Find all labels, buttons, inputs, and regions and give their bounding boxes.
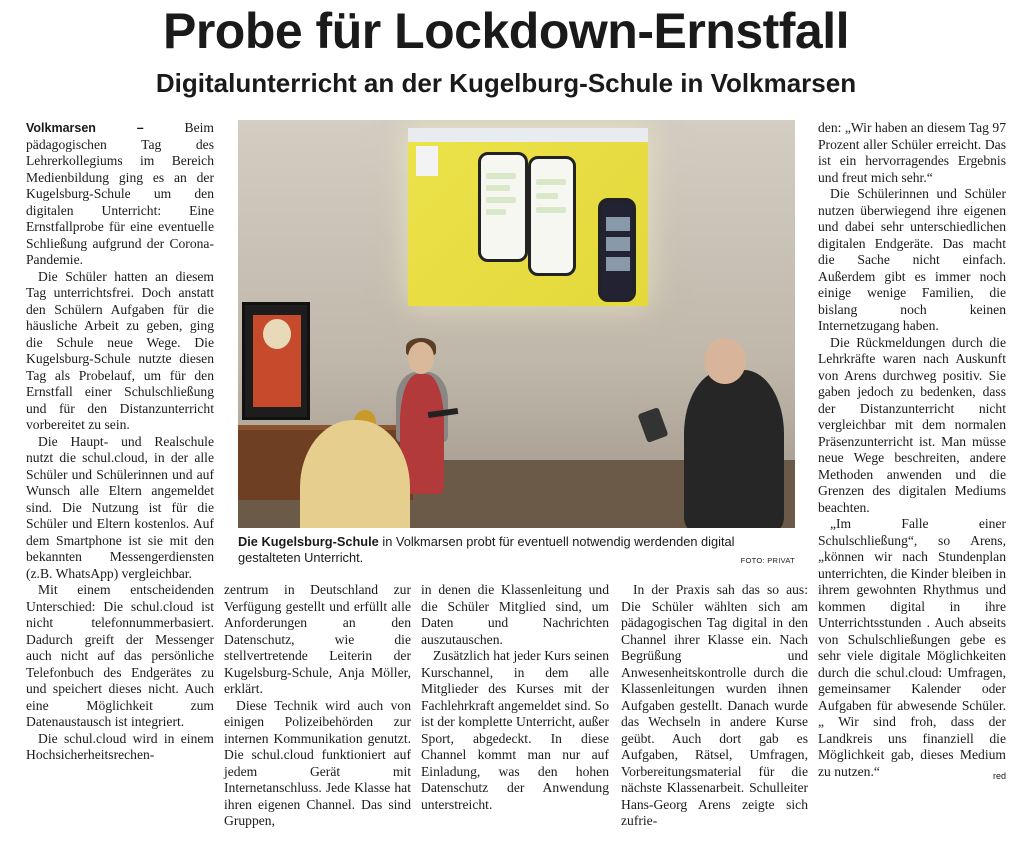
author-tag: red [992,770,1006,781]
projected-screen [408,128,648,306]
photo-credit: FOTO: PRIVAT [740,556,795,565]
paragraph: Die Haupt- und Realschule nutzt die schul.cloud, in der alle Schüler und Schülerinnen und auf Wunsch alle Eltern angemeldet sind. Die Nutzung ist für die Schüler und Eltern kostenlos. Auf dem Smartphone ist sie mit den bekannten Messengerdiensten (z.B. WhatsApp) vergleichbar. [26,433,214,581]
paragraph: den: „Wir haben an diesem Tag 97 Prozent aller Schüler erreicht. Das ist ein hervorragendes Ergebnis und freut mich sehr.“ [818,120,1006,185]
paragraph: Die Schüler hatten an diesem Tag unterrichtsfrei. Doch anstatt den Schülern Aufgaben für die häusliche Arbeit zu geben, ging die Schule neue Wege. Die Kugelsburg-Schule nutzte diesen Tag als Probelauf, um für den Ernstfall einer Schulschließung und für den Distanzunterricht vorbereitet zu sein. [26,268,214,432]
caption-bold: Die Kugelsburg-Schule [238,534,379,549]
article-column-1 [26,120,214,764]
paragraph: „Im Falle einer Schulschließung“, so Arens, „können wir nach Stundenplan unterrichten, die Kinder bleiben in ihrem gewohnten Rhythmus und kommen digital in ihre Unterrichtsstunden . Auch abseits von Schulschließungen gebe es sehr viele digitale Möglichkeiten durch die schul.cloud: Umfragen, gemeinsamer Kalender oder Aufgaben für abwesende Schüler. „ Wir sind froh, dass der Landkreis uns finanziell die Möglichkeit gab, dieses Medium zu nutzen.“ red [818,516,1006,780]
paragraph: Diese Technik wird auch von einigen Polizeibehörden zur internen Kommunikation genutzt. Die schul.cloud funktioniert auf jedem Gerät mit Internetanschluss. Jede Klasse hat ihren eigenen Channel. Das sind Gruppen, [224,697,411,828]
paragraph: Mit einem entscheidenden Unterschied: Die schul.cloud ist nicht telefonnummerbasiert. Dadurch greift der Messenger auch nicht auf das persönliche Telefonbuch des Endgerätes zu und speichert dieses nicht. Auch eine Möglichkeit zum Datenaustausch ist integriert. [26,582,214,729]
caption-text: in Volkmarsen probt für eventuell notwendig werdenden digital gestalteten Unterricht. [238,534,735,565]
article-photo [238,120,795,528]
paragraph: Volkmarsen – Beim pädagogischen Tag des Lehrerkollegiums im Bereich Medienbildung ging es an der Kugelsburg-Schule um den digitalen Unterricht: Eine Ernstfallprobe für eine eventuelle Schließung aufgrund der Corona-Pandemie. [26,120,214,267]
article-column-5 [818,120,1006,784]
paragraph: In der Praxis sah das so aus: Die Schüler wählten sich am pädagogischen Tag digital in den Channel ihrer Klasse ein. Nach Begrüßung und Anwesenheitskontrolle durch die Klassenleitungen wurden ihnen Aufgaben gestellt. Danach wurde das Wechseln in andere Kurse geübt. Auch dort gab es Aufgaben, Rätsel, Umfragen, Vorbereitungsmaterial für die nächste Klassenarbeit. Schulleiter Hans-Georg Arens zeigte sich zufrie- [621,582,808,828]
article-column-4 [621,582,808,830]
paragraph: Die Schülerinnen und Schüler nutzen überwiegend ihre eigenen und dabei sehr unterschiedlichen digitalen Endgeräte. Das macht die Sache nicht einfach. Außerdem gibt es immer noch einige wenige Familien, die bislang noch keinen Internetzugang haben. [818,186,1006,333]
paragraph: zentrum in Deutschland zur Verfügung gestellt und erfüllt alle Anforderungen an den Datenschutz, wie die stellvertretende Leiterin der Kugelsburg-Schule, Anja Möller, erklärt. [224,582,411,696]
article-column-2 [224,582,411,830]
headline: Probe für Lockdown-Ernstfall [162,3,850,59]
principal-figure [684,370,784,528]
paragraph: Die Rückmeldungen durch die Lehrkräfte waren nach Auskunft von Arens durchweg positiv. Sie gaben jedoch zu bedenken, dass der Distanzunterricht nicht vergleichbar mit dem normalen Präsenzunterricht ist. Man müsse neue Wege beschreiten, andere Methoden anwenden und die Grenzen des digitalen Mediums beachten. [818,334,1006,515]
dateline: Volkmarsen – [26,121,144,135]
subheadline: Digitalunterricht an der Kugelburg-Schule in Volkmarsen [155,68,857,98]
paragraph: Die schul.cloud wird in einem Hochsicherheitsrechen- [26,730,214,762]
wall-poster [242,302,310,420]
paragraph: Zusätzlich hat jeder Kurs seinen Kurschannel, in dem alle Mitglieder des Kurses mit der Fachlehrkraft angemeldet sind. So ist der komplette Unterricht, außer Sport, abgedeckt. In diese Channel kommt man nur auf Einladung, was den hohen Datenschutz der Anwendung unterstreicht. [421,648,609,812]
paragraph: in denen die Klassenleitung und die Schüler Mitglied sind, um Daten und Nachrichten auszutauschen. [421,582,609,647]
article-column-3 [421,582,609,813]
